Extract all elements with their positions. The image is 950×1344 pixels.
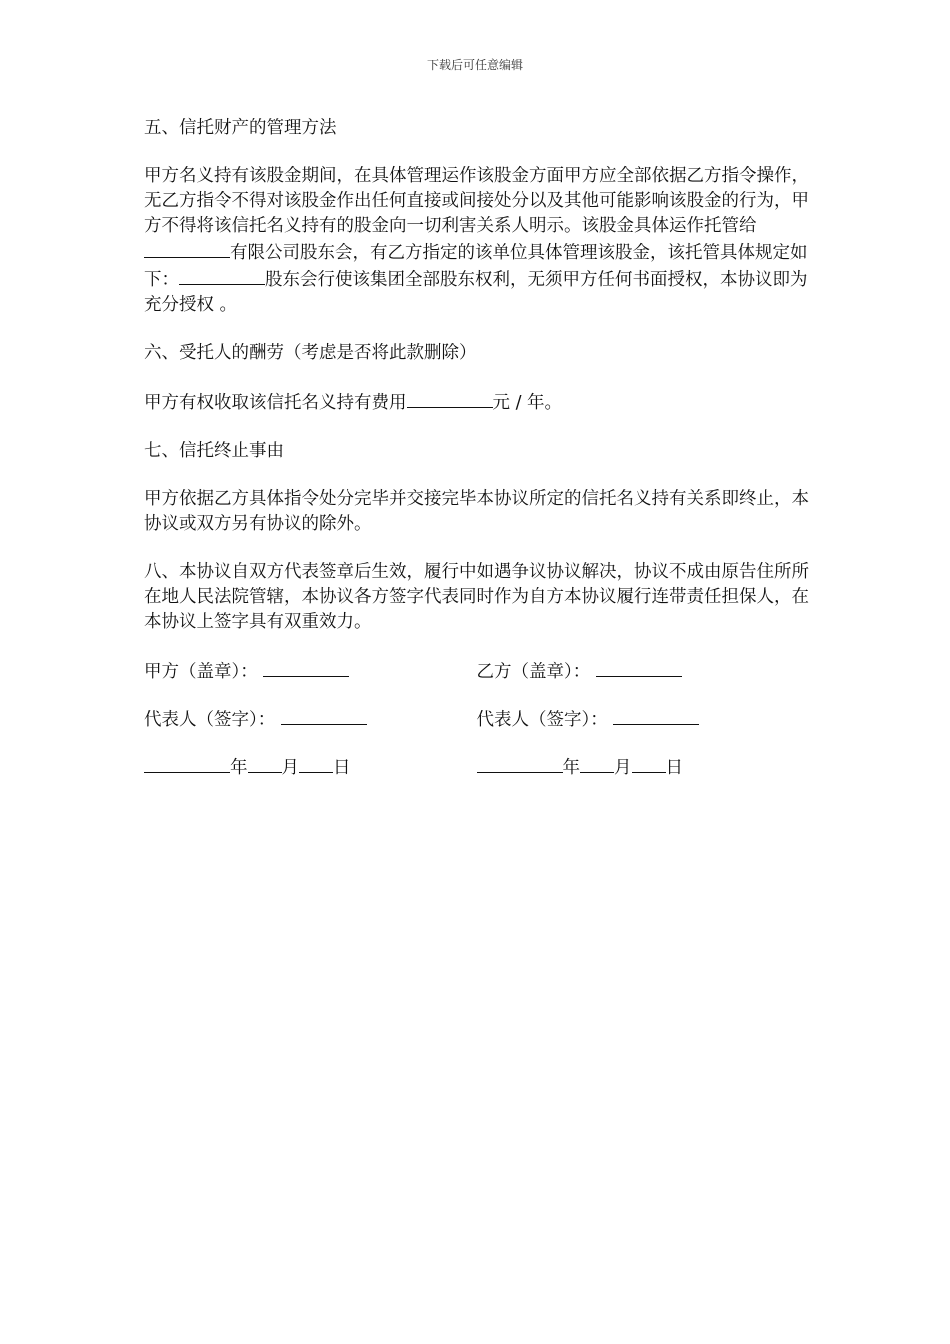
party-a-day-blank[interactable] (299, 754, 333, 773)
page-header-note: 下载后可任意编辑 (426, 58, 523, 72)
section-5-text-1: 甲方名义持有该股金期间，在具体管理运作该股金方面甲方应全部依据乙方指令操作，无乙方指令不得对该股金作出任何直接或间接处分以及其他可能影响该股金的行为，甲方不得将该信托名义持有的股金向一切利害关系人明示。该股金具体运作托管给 (144, 166, 809, 236)
party-a-month-blank[interactable] (248, 754, 282, 773)
party-b-date (477, 754, 810, 779)
fee-amount-blank[interactable] (407, 389, 493, 408)
party-b-rep-blank[interactable] (613, 706, 699, 725)
party-a-seal (144, 658, 477, 683)
party-a-seal-blank[interactable] (263, 658, 349, 677)
party-a-rep-blank[interactable] (281, 706, 367, 725)
party-b-month-blank[interactable] (580, 754, 614, 773)
party-b-representative (477, 706, 810, 731)
section-5-title: 五、信托财产的管理方法 (144, 118, 337, 138)
seal-row (144, 658, 809, 683)
party-b-day-blank[interactable] (632, 754, 666, 773)
date-row (144, 754, 809, 779)
section-5-text-2: 有限公司股东会，有乙方指定的该单位具体管理该股金，该托管具体规定如下： (144, 243, 808, 290)
party-a-seal-label: 甲方（盖章）： (144, 662, 258, 682)
section-5-text-3: 股东会行使该集团全部股东权利，无须甲方任何书面授权，本协议即为充分授权 。 (144, 270, 808, 315)
section-6-text-1: 甲方有权收取该信托名义持有费用 (144, 393, 407, 413)
party-a-year-blank[interactable] (144, 754, 230, 773)
section-6-paragraph (144, 389, 809, 416)
section-5-paragraph (144, 164, 809, 318)
party-b-seal-label: 乙方（盖章）： (476, 662, 591, 682)
custodian-company-blank[interactable] (144, 239, 230, 258)
day-label: 日 (665, 758, 683, 778)
section-6-title: 六、受托人的酬劳（考虑是否将此款删除） (144, 343, 477, 363)
party-b-rep-label: 代表人（签字）： (476, 710, 608, 730)
year-label: 年 (230, 758, 248, 778)
party-a-representative (144, 706, 477, 731)
party-a-rep-label: 代表人（签字）： (144, 710, 276, 730)
year-label: 年 (562, 758, 580, 778)
section-8-paragraph: 八、本协议自双方代表签章后生效，履行中如遇争议协议解决，协议不成由原告住所所在地人民法院管辖，本协议各方签字代表同时作为自方本协议履行连带责任担保人，在本协议上签字具有双重效力。 (144, 562, 809, 632)
party-b-seal-blank[interactable] (596, 658, 682, 677)
representative-row (144, 706, 809, 731)
party-b-year-blank[interactable] (477, 754, 563, 773)
party-a-date (144, 754, 477, 779)
section-7-paragraph: 甲方依据乙方具体指令处分完毕并交接完毕本协议所定的信托名义持有关系即终止，本协议或双方另有协议的除外。 (144, 489, 809, 534)
month-label: 月 (281, 758, 299, 778)
document-body (144, 116, 809, 802)
day-label: 日 (333, 758, 351, 778)
custody-rules-blank[interactable] (179, 266, 265, 285)
section-6-text-2: 元 / 年。 (492, 393, 563, 413)
month-label: 月 (614, 758, 632, 778)
section-7-title: 七、信托终止事由 (144, 441, 284, 461)
party-b-seal (477, 658, 810, 683)
